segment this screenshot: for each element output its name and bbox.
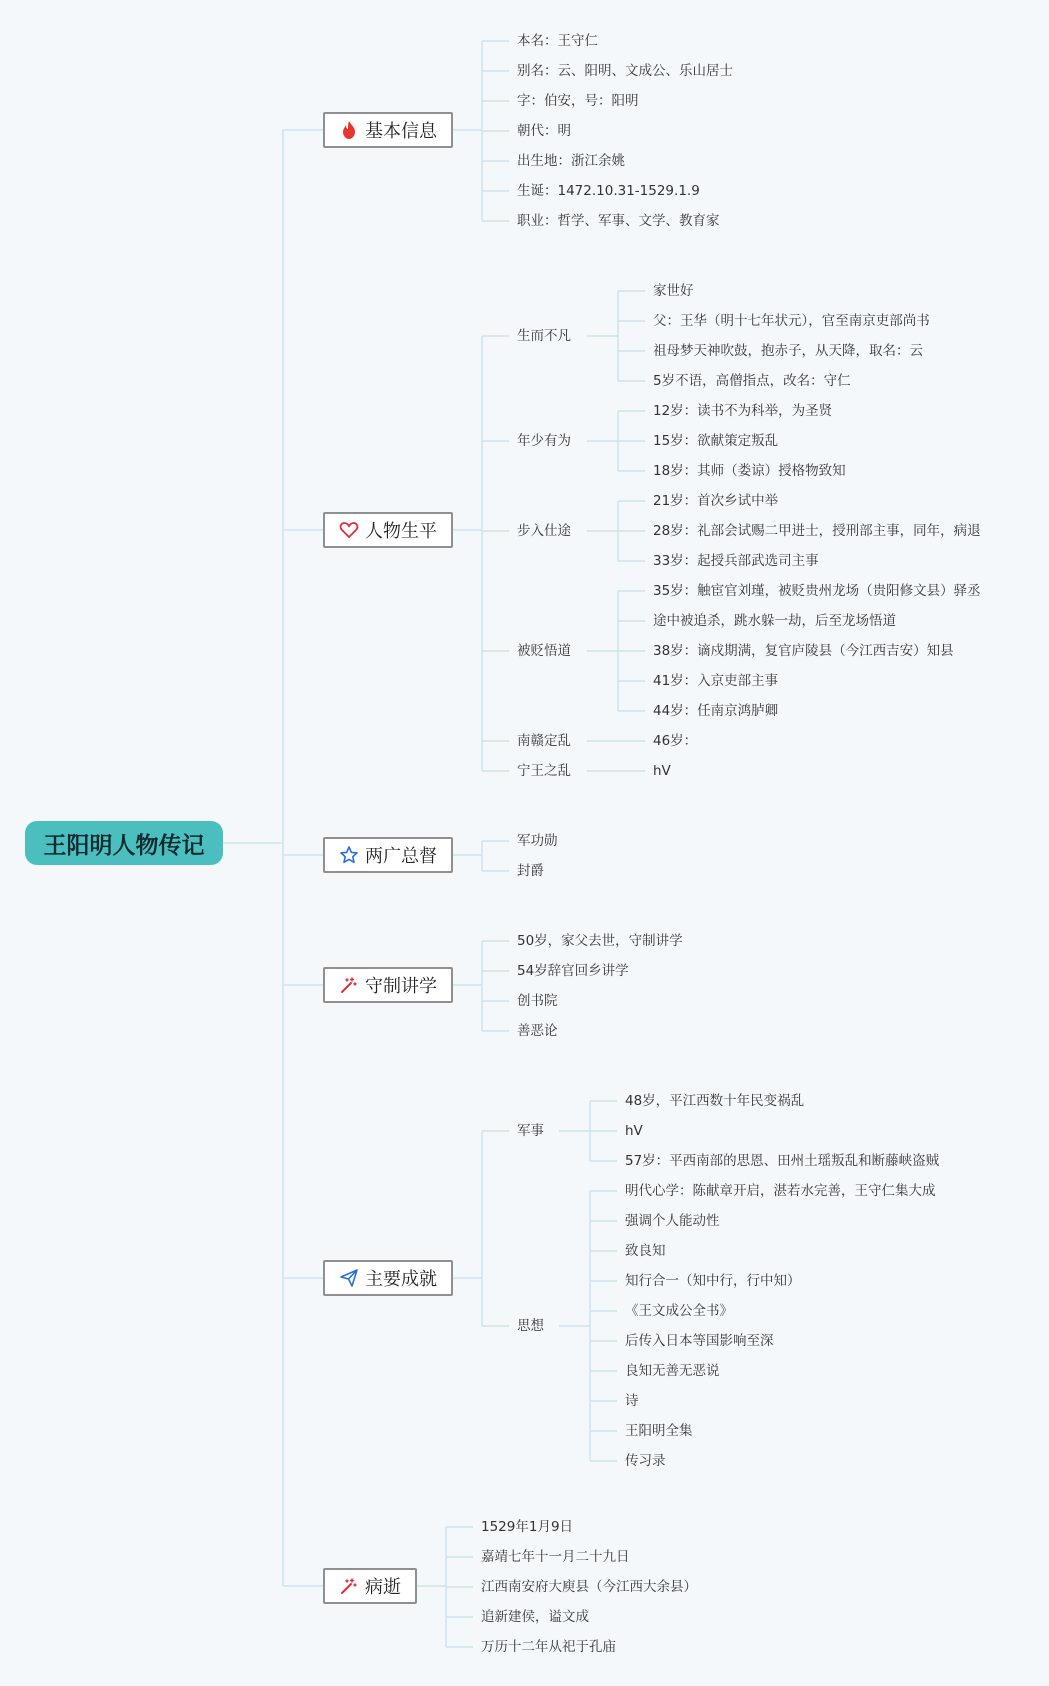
leaf-1-1-2[interactable]: 18岁：其师（娄谅）授格物致知 <box>653 463 846 479</box>
leaf-1-0-0[interactable]: 家世好 <box>653 283 694 299</box>
branch-0[interactable] <box>323 112 453 148</box>
branch-label: 基本信息 <box>365 121 437 142</box>
heart-icon <box>339 520 359 540</box>
leaf-4-1-6[interactable]: 良知无善无恶说 <box>625 1363 720 1379</box>
node-5-0[interactable]: 1529年1月9日 <box>481 1519 574 1535</box>
node-1-3[interactable]: 被贬悟道 <box>517 643 571 659</box>
branch-label: 主要成就 <box>365 1269 437 1290</box>
node-2-0[interactable]: 军功勋 <box>517 833 558 849</box>
leaf-1-1-0[interactable]: 12岁：读书不为科举，为圣贤 <box>653 403 833 419</box>
node-4-1[interactable]: 思想 <box>517 1318 544 1334</box>
leaf-1-3-3[interactable]: 41岁：入京吏部主事 <box>653 673 779 689</box>
root-node[interactable] <box>25 821 223 865</box>
node-3-0[interactable]: 50岁，家父去世，守制讲学 <box>517 933 683 949</box>
leaf-1-3-0[interactable]: 35岁：触宦官刘瑾，被贬贵州龙场（贵阳修文县）驿丞 <box>653 583 981 599</box>
branch-label: 人物生平 <box>365 521 437 542</box>
wand-icon <box>339 975 359 995</box>
leaf-1-0-2[interactable]: 祖母梦天神吹鼓，抱赤子，从天降，取名：云 <box>653 343 923 359</box>
leaf-4-1-3[interactable]: 知行合一（知中行，行中知） <box>625 1273 801 1289</box>
node-0-5[interactable]: 生诞：1472.10.31-1529.1.9 <box>517 183 700 199</box>
leaf-4-1-0[interactable]: 明代心学：陈献章开启，湛若水完善，王守仁集大成 <box>625 1183 936 1199</box>
branch-label: 守制讲学 <box>365 976 437 997</box>
node-0-1[interactable]: 别名：云、阳明、文成公、乐山居士 <box>517 63 733 79</box>
branch-label: 两广总督 <box>365 846 437 867</box>
leaf-4-1-9[interactable]: 传习录 <box>625 1453 666 1469</box>
node-1-0[interactable]: 生而不凡 <box>517 328 571 344</box>
branch-3[interactable] <box>323 967 453 1003</box>
node-1-1[interactable]: 年少有为 <box>517 433 571 449</box>
leaf-1-2-0[interactable]: 21岁：首次乡试中举 <box>653 493 779 509</box>
branch-2[interactable] <box>323 837 453 873</box>
leaf-4-1-2[interactable]: 致良知 <box>625 1243 666 1259</box>
node-1-4[interactable]: 南赣定乱 <box>517 733 571 749</box>
node-0-6[interactable]: 职业：哲学、军事、文学、教育家 <box>517 213 720 229</box>
leaf-4-1-8[interactable]: 王阳明全集 <box>625 1423 693 1439</box>
branch-label: 病逝 <box>365 1577 401 1598</box>
leaf-1-3-4[interactable]: 44岁：任南京鸿胪卿 <box>653 703 779 719</box>
leaf-4-0-1[interactable]: hV <box>625 1123 643 1139</box>
node-0-3[interactable]: 朝代：明 <box>517 123 571 139</box>
leaf-4-1-4[interactable]: 《王文成公全书》 <box>625 1303 733 1319</box>
node-3-1[interactable]: 54岁辞官回乡讲学 <box>517 963 629 979</box>
node-5-4[interactable]: 万历十二年从祀于孔庙 <box>481 1639 616 1655</box>
branch-1[interactable] <box>323 512 453 548</box>
branch-5[interactable] <box>323 1568 417 1604</box>
leaf-1-2-1[interactable]: 28岁：礼部会试赐二甲进士，授刑部主事，同年，病退 <box>653 523 981 539</box>
leaf-1-1-1[interactable]: 15岁：欲献策定叛乱 <box>653 433 779 449</box>
node-0-0[interactable]: 本名：王守仁 <box>517 33 598 49</box>
node-3-2[interactable]: 创书院 <box>517 993 558 1009</box>
leaf-1-0-1[interactable]: 父：王华（明十七年状元），官至南京吏部尚书 <box>653 313 930 329</box>
node-0-4[interactable]: 出生地：浙江余姚 <box>517 153 625 169</box>
leaf-1-3-2[interactable]: 38岁：谪戍期满，复官庐陵县（今江西吉安）知县 <box>653 643 954 659</box>
node-4-0[interactable]: 军事 <box>517 1123 544 1139</box>
fire-icon <box>339 120 359 140</box>
leaf-4-0-0[interactable]: 48岁，平江西数十年民变祸乱 <box>625 1093 805 1109</box>
wand-icon <box>339 1576 359 1596</box>
star-icon <box>339 845 359 865</box>
leaf-1-2-2[interactable]: 33岁：起授兵部武选司主事 <box>653 553 819 569</box>
node-5-1[interactable]: 嘉靖七年十一月二十九日 <box>481 1549 630 1565</box>
node-3-3[interactable]: 善恶论 <box>517 1023 558 1039</box>
node-1-2[interactable]: 步入仕途 <box>517 523 571 539</box>
node-1-5[interactable]: 宁王之乱 <box>517 763 571 779</box>
leaf-1-3-1[interactable]: 途中被追杀，跳水躲一劫，后至龙场悟道 <box>653 613 896 629</box>
branch-4[interactable] <box>323 1260 453 1296</box>
leaf-1-5-0[interactable]: hV <box>653 763 671 779</box>
root-title: 王阳明人物传记 <box>43 832 205 859</box>
node-2-1[interactable]: 封爵 <box>517 863 544 879</box>
node-0-2[interactable]: 字：伯安，号：阳明 <box>517 93 639 109</box>
leaf-4-1-5[interactable]: 后传入日本等国影响至深 <box>625 1333 774 1349</box>
paper-plane-icon <box>339 1268 359 1288</box>
leaf-1-4-0[interactable]: 46岁： <box>653 733 698 749</box>
node-5-2[interactable]: 江西南安府大庾县（今江西大余县） <box>481 1579 697 1595</box>
node-5-3[interactable]: 追新建侯，谥文成 <box>481 1609 589 1625</box>
leaf-4-0-2[interactable]: 57岁：平西南部的思恩、田州土瑶叛乱和断藤峡盗贼 <box>625 1153 940 1169</box>
leaf-1-0-3[interactable]: 5岁不语，高僧指点，改名：守仁 <box>653 373 851 389</box>
leaf-4-1-1[interactable]: 强调个人能动性 <box>625 1213 720 1229</box>
leaf-4-1-7[interactable]: 诗 <box>625 1393 639 1409</box>
